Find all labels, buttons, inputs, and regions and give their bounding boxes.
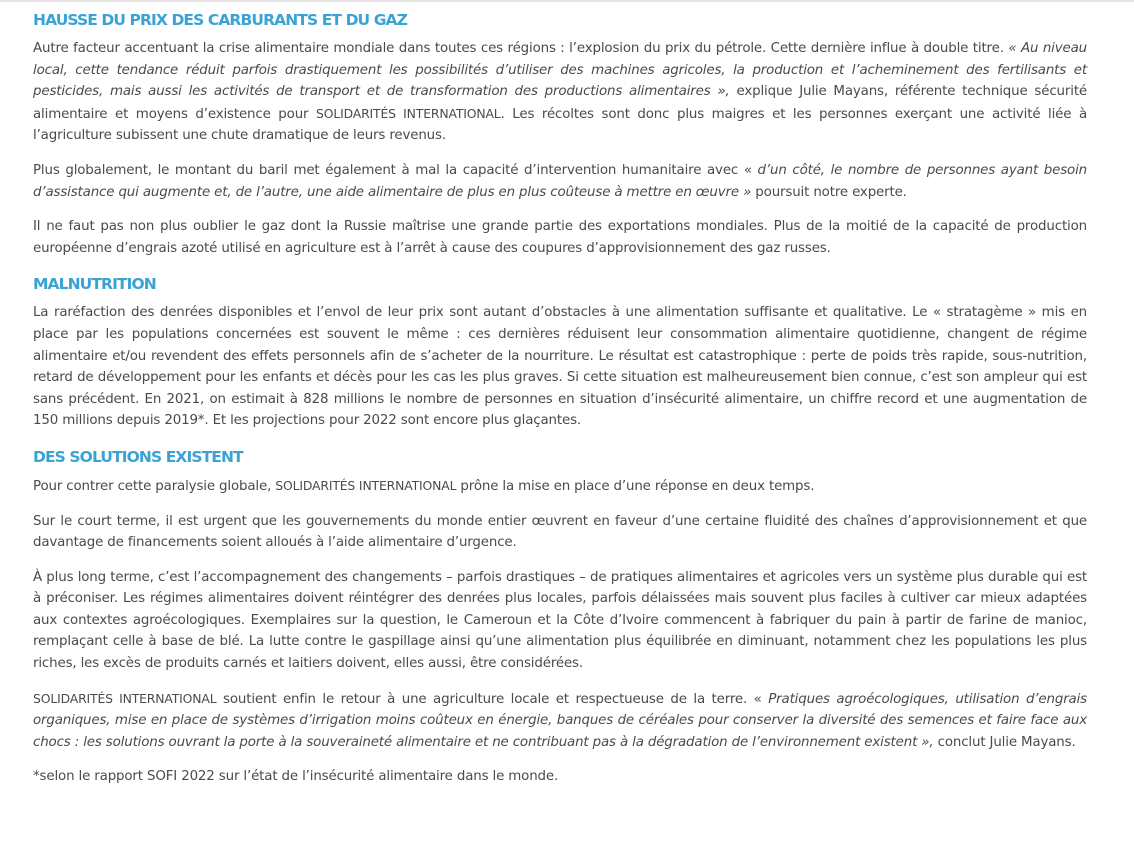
text-span: Autre facteur accentuant la crise alimentaire mondiale dans toutes ces régions : l’explosion du prix du pétrole. Cette dernière influe à double titre. — [33, 41, 1009, 56]
text-span: prône la mise en place d’une réponse en deux temps. — [456, 478, 815, 494]
paragraph-fuel-2 — [33, 160, 1087, 203]
paragraph-fuel-3: Il ne faut pas non plus oublier le gaz dont la Russie maîtrise une grande partie des exportations mondiales. Plus de la moitié de la capacité de production européenne d’engrais azoté utilisé en agriculture est à l’arrêt à cause des coupures d’approvisionnement des gaz russes. — [33, 219, 1087, 256]
text-span: soutient enfin le retour à une agriculture locale et respectueuse de la terre. « — [216, 691, 769, 707]
text-span: Pour contrer cette paralysie globale, — [33, 478, 276, 494]
paragraph-solutions-2: Sur le court terme, il est urgent que les gouvernements du monde entier œuvrent en faveur d’une certaine fluidité des chaînes d’approvisionnement et que davantage de financements soient alloués à l’aide alimentaire d’urgence. — [33, 513, 1087, 551]
paragraph-malnutrition-1: La raréfaction des denrées disponibles et l’envol de leur prix sont autant d’obstacles à une alimentation suffisante et qualitative. Le « stratagème » mis en place par les populations concernées est souvent le même : ces dernières réduisent leur consommation alimentaire quotidienne, changent de régime alimentaire et/ou revendent des effets personnels afin de s’acheter de la nourriture. Le résultat est catastrophique : perte de poids très rapide, sous-nutrition, retard de développement pour les enfants et décès pour les cas les plus graves. Si cette situation est malheureusement bien connue, c’est son ampleur qui est sans précédent. En 2021, on estimait à 828 millions le nombre de personnes en situation d’insécurité alimentaire, un chiffre record et une augmentation de 150 millions depuis 2019*. Et les projections pour 2022 sont encore plus glaçantes. — [33, 305, 1087, 429]
org-name: SOLIDARITÉS INTERNATIONAL — [33, 690, 217, 706]
paragraph-solutions-4 — [33, 688, 1087, 754]
top-border — [0, 0, 1134, 2]
text-span: conclut Julie Mayans. — [933, 734, 1076, 750]
text-span: poursuit notre experte. — [751, 184, 907, 200]
quote: d’un côté, le nombre de personnes ayant besoin d’assistance qui augmente et, de l’autre, une aide alimentaire de plus en plus coûteuse à mettre en œuvre » — [33, 162, 1087, 200]
text-span: Plus globalement, le montant du baril met également à mal la capacité d’intervention humanitaire avec « — [33, 162, 758, 178]
section-heading-malnutrition: MALNUTRITION — [33, 275, 156, 294]
text-span: explique Julie Mayans, référente technique sécurité alimentaire et moyens d’existence pour — [33, 84, 1088, 122]
org-name: SOLIDARITÉS INTERNATIONAL — [275, 477, 457, 493]
footnote: *selon le rapport SOFI 2022 sur l’état de l’insécurité alimentaire dans le monde. — [33, 769, 559, 785]
article-body — [33, 8, 1087, 801]
quote: « Au niveau local, cette tendance réduit parfois drastiquement les possibilités d’utiliser des machines agricoles, la production et l’acheminement des fertilisants et pesticides, mais aussi les activités de transport et de transformation des productions alimentaires », — [33, 41, 1088, 100]
quote: Pratiques agroécologiques, utilisation d’engrais organiques, mise en place de systèmes d’irrigation moins coûteux en énergie, banques de céréales pour conserver la diversité des semences et faire face aux chocs : les solutions ouvrant la porte à la souveraineté alimentaire et ne contribuant pas à la dégradation de l’environnement existent », — [33, 691, 1088, 750]
paragraph-fuel-1 — [33, 38, 1087, 147]
paragraph-solutions-3: À plus long terme, c’est l’accompagnement des changements – parfois drastiques – de pratiques alimentaires et agricoles vers un système plus durable qui est à préconiser. Les régimes alimentaires doivent réintégrer des denrées plus locales, parfois délaissées mais souvent plus faciles à cultiver car mieux adaptées aux contextes agroécologiques. Exemplaires sur la question, le Cameroun et la Côte d’Ivoire commencent à fabriquer du pain à partir de farine de manioc, remplaçant celle à base de blé. La lutte contre le gaspillage ainsi qu’une alimentation plus équilibrée en diminuant, notamment chez les populations les plus riches, les excès de produits carnés et laitiers doivent, elles aussi, être considérées. — [33, 569, 1087, 672]
org-name: SOLIDARITÉS INTERNATIONAL — [316, 105, 501, 121]
text-span: . Les récoltes sont donc plus maigres et les personnes exerçant une activité liée à l’agriculture subissent une chute dramatique de leurs revenus. — [33, 106, 1088, 144]
section-heading-fuel: HAUSSE DU PRIX DES CARBURANTS ET DU GAZ — [33, 11, 407, 29]
section-heading-solutions: DES SOLUTIONS EXISTENT — [33, 447, 243, 466]
paragraph-solutions-1 — [33, 475, 1087, 498]
